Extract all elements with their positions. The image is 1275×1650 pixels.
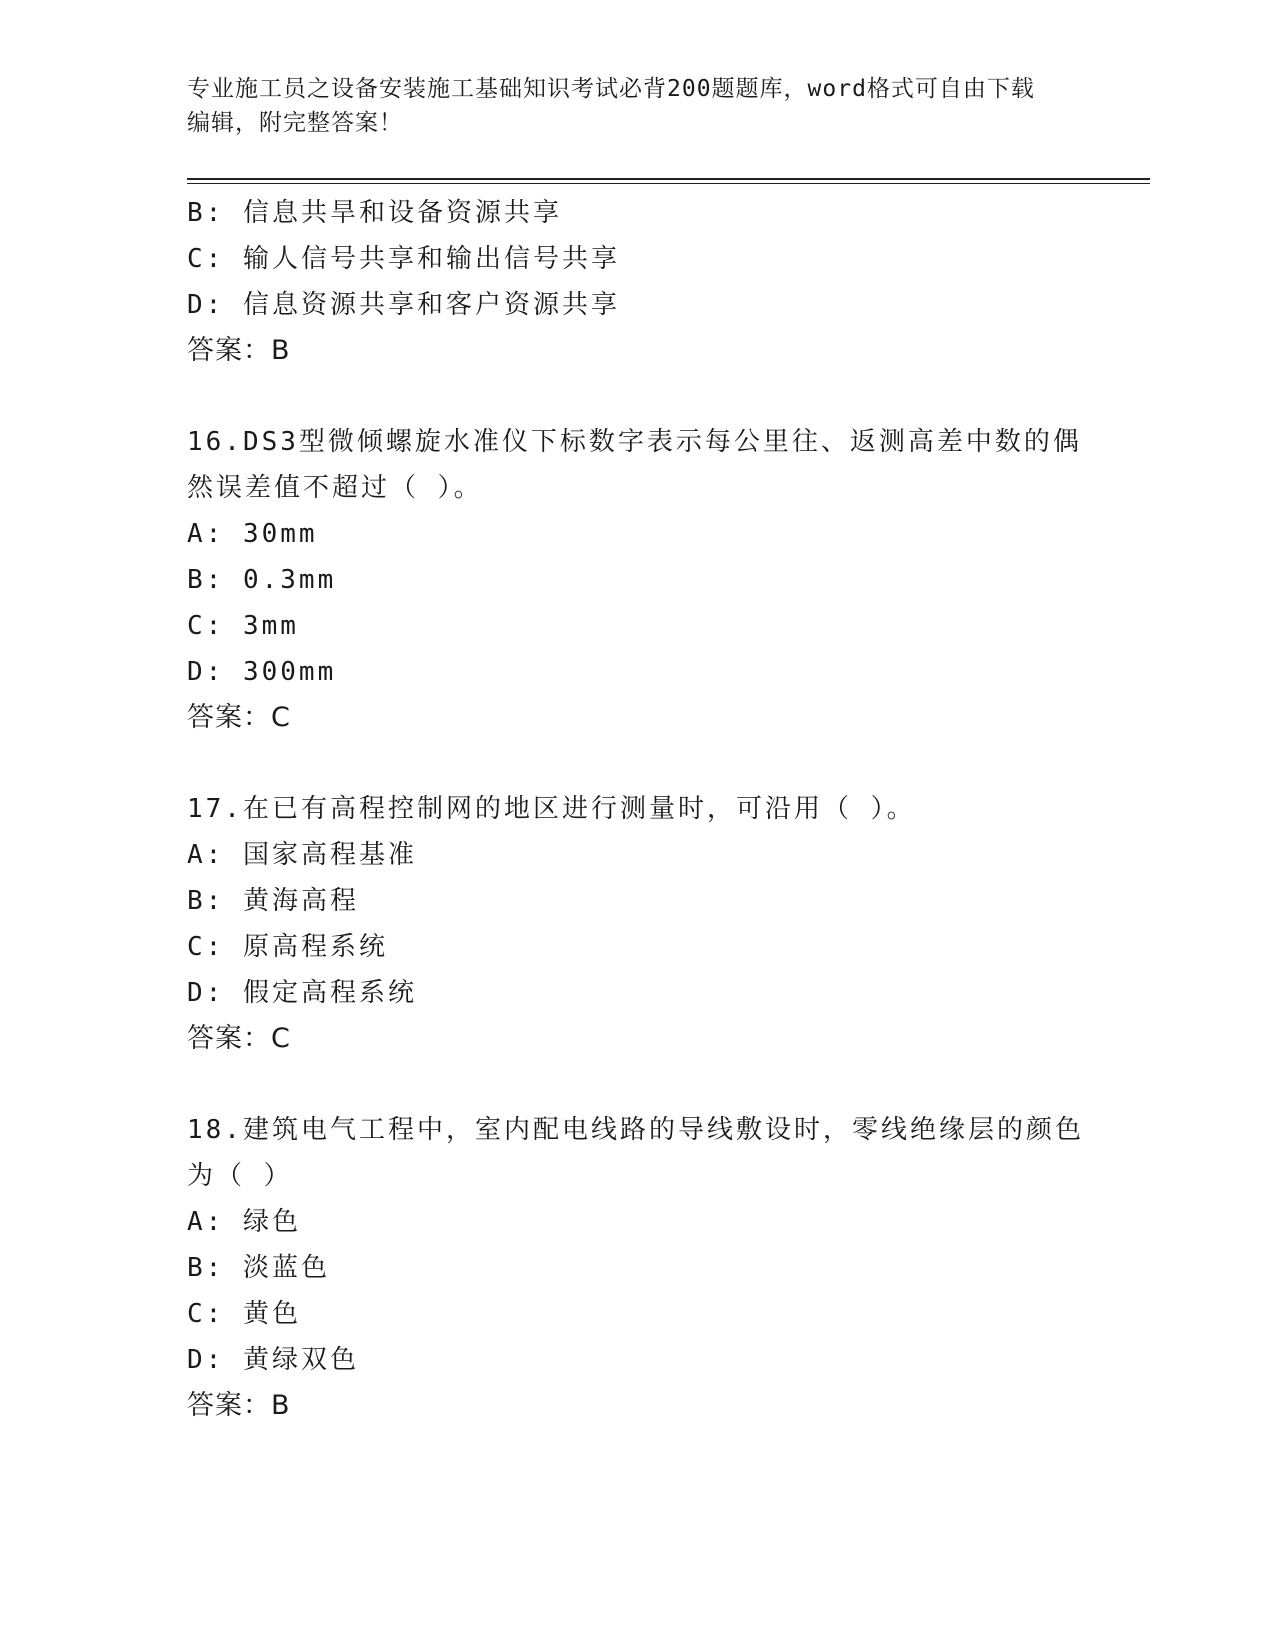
question-stem-line-1: 18.建筑电气工程中，室内配电线路的导线敷设时，零线绝缘层的颜色 — [187, 1115, 1084, 1145]
option-d: D: 300mm — [187, 657, 337, 687]
header-line-2: 编辑，附完整答案！ — [187, 110, 403, 136]
option-d: D: 假定高程系统 — [187, 978, 417, 1008]
question-15-continued — [187, 190, 1087, 374]
question-18 — [187, 1107, 1087, 1429]
spacer — [187, 741, 1087, 786]
option-b: B: 信息共旱和设备资源共享 — [187, 198, 562, 228]
option-b: B: 黄海高程 — [187, 886, 359, 916]
question-17 — [187, 786, 1087, 1062]
question-stem-line-2: 然误差值不超过（ ）。 — [187, 473, 483, 503]
option-d: D: 信息资源共享和客户资源共享 — [187, 290, 620, 320]
header-divider-thin — [187, 183, 1150, 184]
question-list — [187, 190, 1087, 1429]
spacer — [187, 374, 1087, 419]
header-divider-thick — [187, 178, 1150, 180]
answer-line: 答案：C — [187, 702, 291, 733]
option-c: C: 原高程系统 — [187, 932, 388, 962]
option-a: A: 国家高程基准 — [187, 840, 417, 870]
question-16 — [187, 419, 1087, 741]
answer-line: 答案：B — [187, 335, 291, 366]
option-c: C: 3mm — [187, 611, 299, 641]
question-stem-line-1: 17.在已有高程控制网的地区进行测量时，可沿用（ ）。 — [187, 794, 916, 824]
option-b: B: 0.3mm — [187, 565, 337, 595]
document-header — [187, 72, 1087, 140]
header-line-1: 专业施工员之设备安装施工基础知识考试必背200题题库，word格式可自由下载 — [187, 76, 1035, 102]
option-c: C: 输人信号共享和输出信号共享 — [187, 244, 620, 274]
option-d: D: 黄绿双色 — [187, 1345, 359, 1375]
question-stem-line-2: 为（ ） — [187, 1161, 293, 1191]
option-a: A: 绿色 — [187, 1207, 301, 1237]
question-stem-line-1: 16.DS3型微倾螺旋水准仪下标数字表示每公里往、返测高差中数的偶 — [187, 427, 1082, 457]
answer-line: 答案：C — [187, 1023, 291, 1054]
answer-line: 答案：B — [187, 1390, 291, 1421]
option-b: B: 淡蓝色 — [187, 1253, 330, 1283]
option-c: C: 黄色 — [187, 1299, 301, 1329]
option-a: A: 30mm — [187, 519, 318, 549]
spacer — [187, 1062, 1087, 1107]
